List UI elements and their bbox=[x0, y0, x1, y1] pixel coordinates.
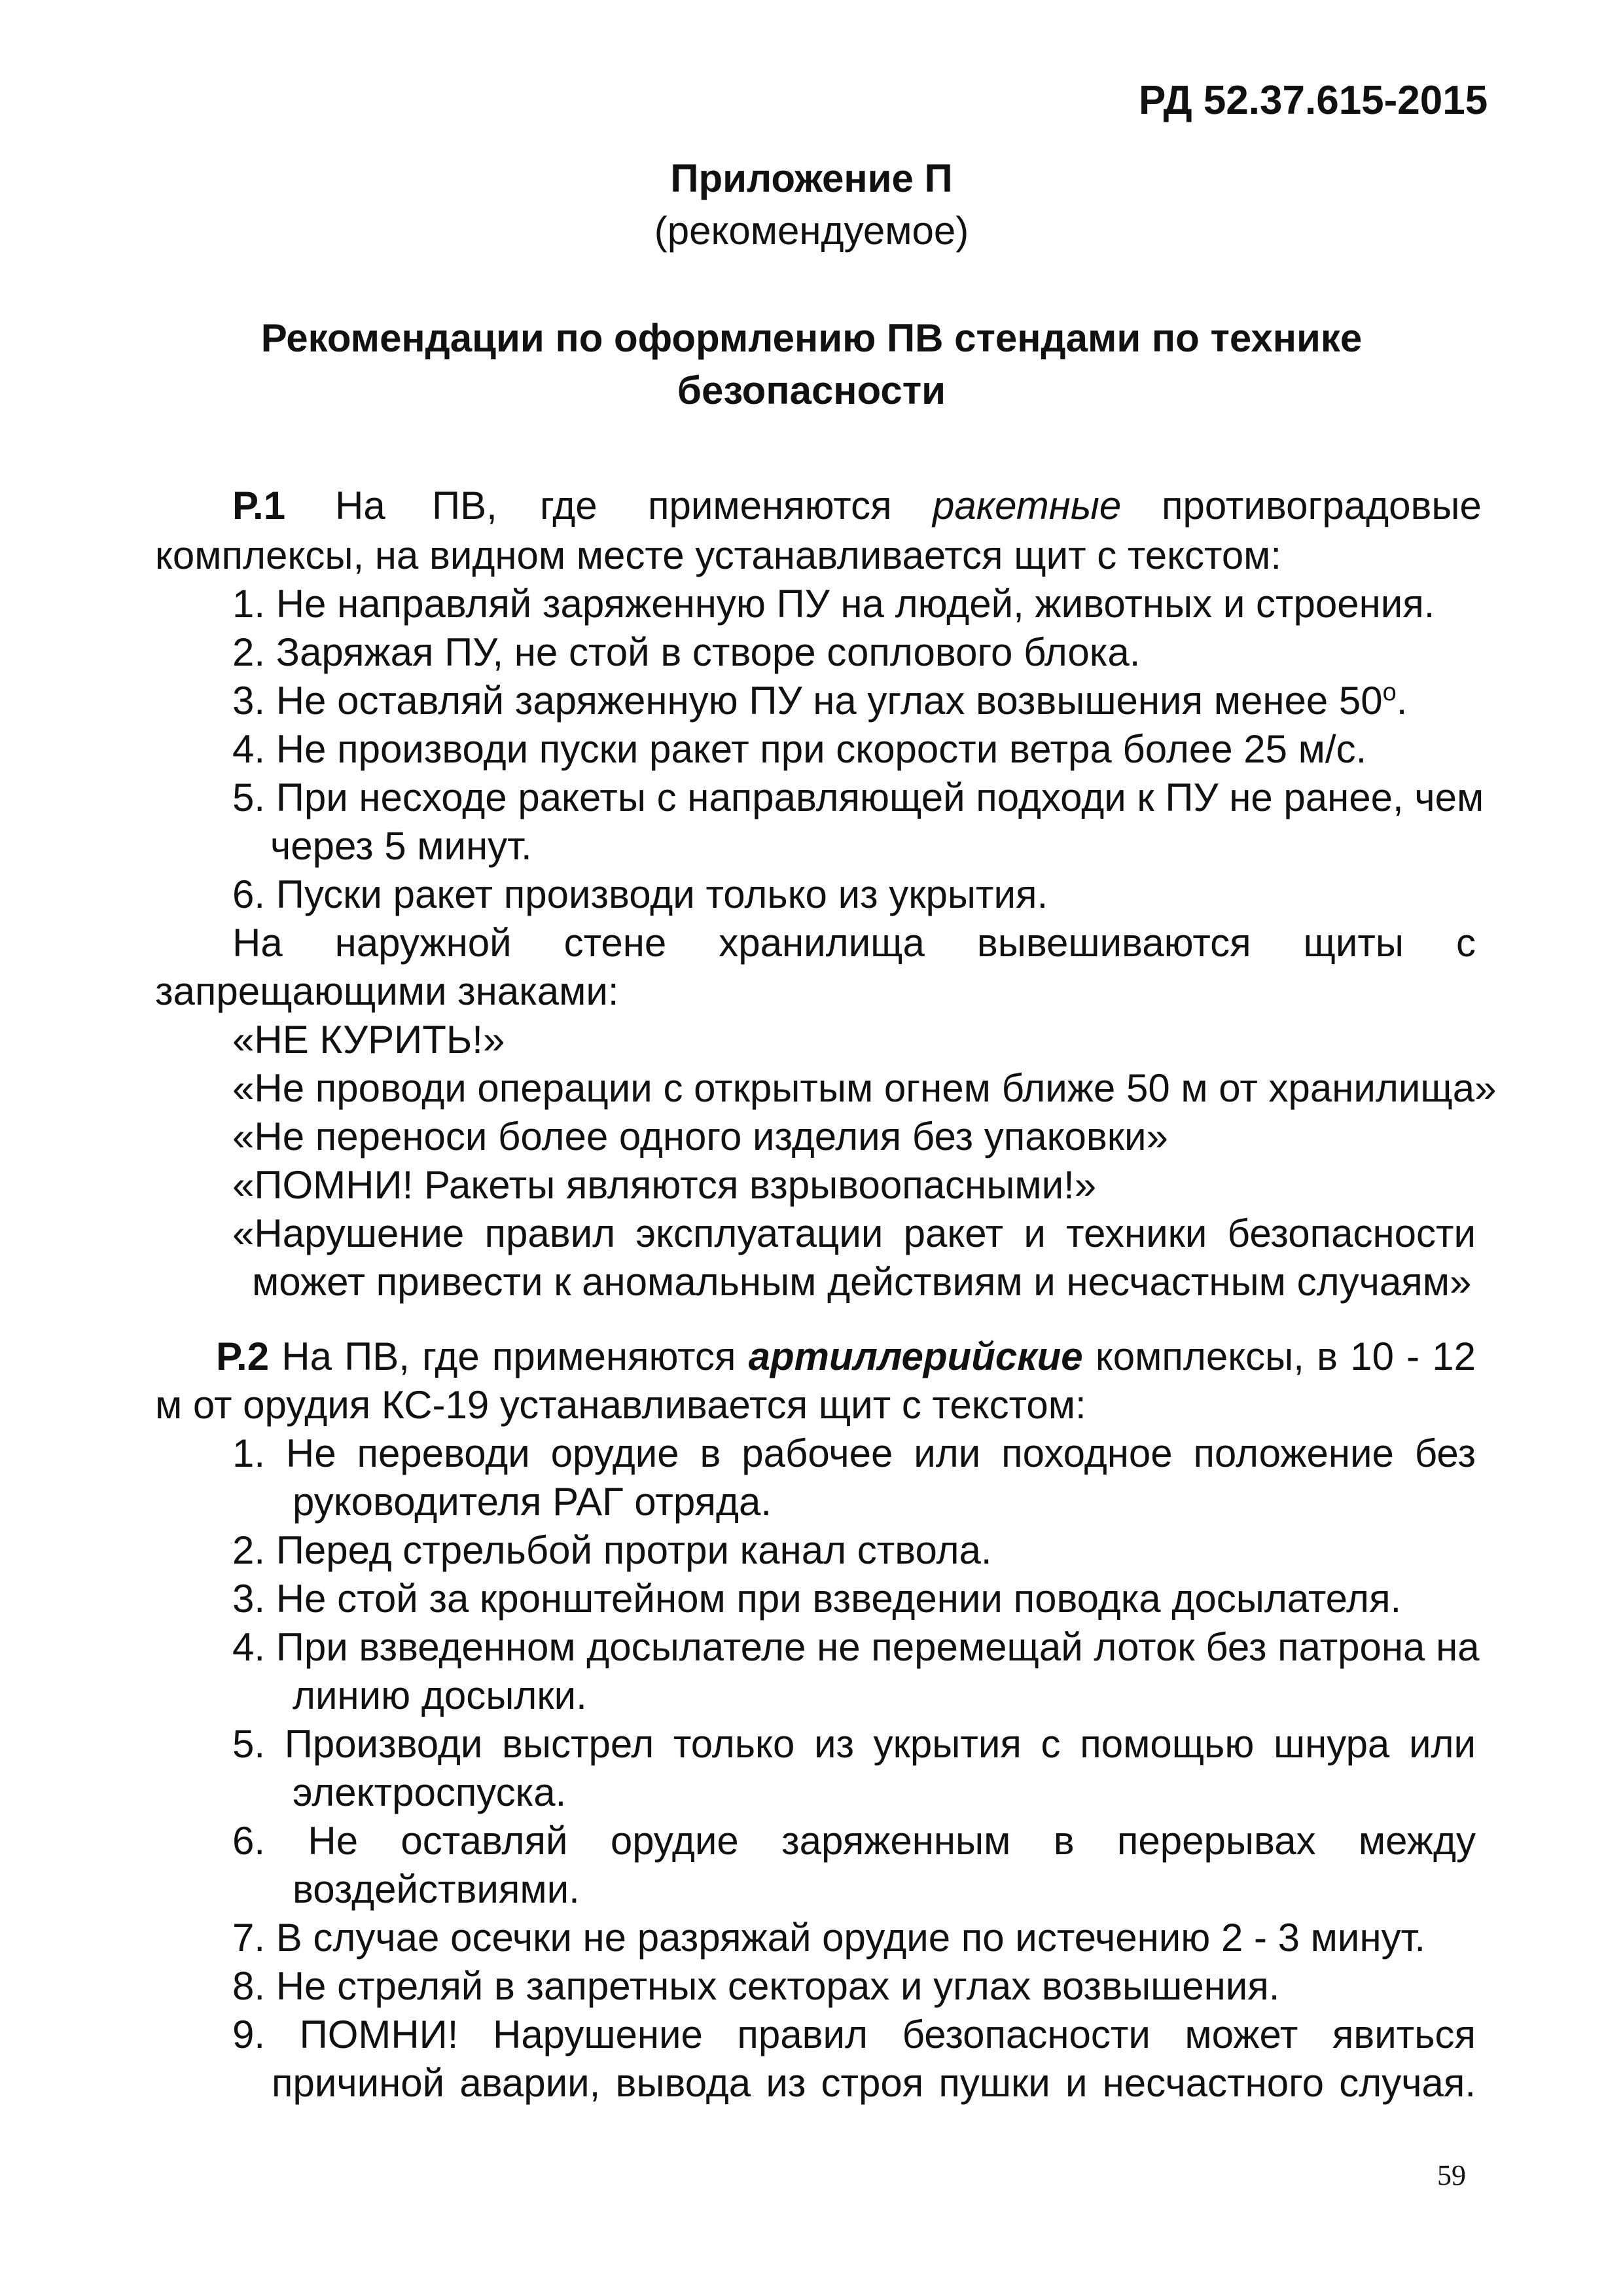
sign-text: «НЕ КУРИТЬ!» bbox=[232, 1018, 505, 1062]
sign-text-cont: может привести к аномальным действиям и несчастным случаям» bbox=[252, 1260, 1472, 1304]
sign-text: «Не переноси более одного изделия без упаковки» bbox=[232, 1115, 1168, 1158]
p1-word: применяются bbox=[648, 484, 892, 528]
p1-list-item: 5. При несходе ракеты с направляющей подходи к ПУ не ранее, чем bbox=[232, 776, 1484, 819]
p2-list-item: 3. Не стой за кронштейном при взведении поводка досылателя. bbox=[232, 1577, 1402, 1621]
p1-list-item: 1. Не направляй заряженную ПУ на людей, животных и строения. bbox=[232, 582, 1435, 626]
p1-storage-line-1: На наружной стене хранилища вывешиваются щиты с bbox=[232, 921, 1476, 965]
sign-text: «ПОМНИ! Ракеты являются взрывоопасными!» bbox=[232, 1163, 1097, 1207]
p1-list-item: 4. Не производи пуски ракет при скорости ветра более 25 м/с. bbox=[232, 727, 1367, 771]
p2-continuation: м от орудия КС-19 устанавливается щит с текстом: bbox=[155, 1383, 1086, 1427]
p1-list-item-cont: через 5 минут. bbox=[270, 824, 532, 868]
p1-list-item-text: 3. Не оставляй заряженную ПУ на углах возвышения менее 50 bbox=[232, 679, 1383, 723]
p2-list-item: 1. Не переводи орудие в рабочее или походное положение без bbox=[232, 1431, 1476, 1475]
p1-word: На bbox=[335, 484, 385, 528]
p2-list-item-cont: воздействиями. bbox=[293, 1867, 580, 1911]
section-heading-line-2: безопасности bbox=[677, 368, 946, 412]
p1-word: где bbox=[540, 484, 597, 528]
p2-text: На ПВ, где применяются bbox=[269, 1335, 749, 1378]
p1-list-item-end: . bbox=[1396, 679, 1408, 723]
p1-list-item: 6. Пуски ракет производи только из укрытия. bbox=[232, 872, 1048, 916]
appendix-subtitle: (рекомендуемое) bbox=[654, 209, 969, 253]
p2-emphasis: артиллерийские bbox=[748, 1335, 1083, 1378]
appendix-title: Приложение П bbox=[670, 156, 953, 200]
sign-text: «Нарушение правил эксплуатации ракет и техники безопасности bbox=[232, 1211, 1476, 1255]
p2-label: Р.2 bbox=[216, 1335, 270, 1378]
p1-storage-line-2: запрещающими знаками: bbox=[155, 969, 619, 1013]
p1-label: Р.1 bbox=[232, 484, 286, 528]
p2-list-item: 9. ПОМНИ! Нарушение правил безопасности может явиться bbox=[232, 2013, 1476, 2056]
p2-list-item-cont: электроспуска. bbox=[293, 1770, 567, 1814]
p2-first-line bbox=[216, 1333, 1476, 1381]
p2-list-item-cont: линию досылки. bbox=[293, 1674, 587, 1717]
p2-list-item: 6. Не оставляй орудие заряженным в перерывах между bbox=[232, 1819, 1476, 1863]
p1-list-item: 2. Заряжая ПУ, не стой в створе соплового блока. bbox=[232, 630, 1141, 674]
p1-word: противоградовые bbox=[1162, 484, 1482, 528]
p2-list-item: 8. Не стреляй в запретных секторах и углах возвышения. bbox=[232, 1964, 1280, 2008]
p2-list-item: 5. Производи выстрел только из укрытия с помощью шнура или bbox=[232, 1722, 1476, 1766]
p2-list-item-cont: руководителя РАГ отряда. bbox=[293, 1480, 772, 1524]
p2-list-item: 4. При взведенном досылателе не перемещай лоток без патрона на bbox=[232, 1625, 1480, 1669]
p2-text: комплексы, в 10 - 12 bbox=[1082, 1335, 1476, 1378]
p1-continuation: комплексы, на видном месте устанавливается щит с текстом: bbox=[155, 533, 1282, 577]
p2-list-item: 2. Перед стрельбой протри канал ствола. bbox=[232, 1528, 992, 1572]
section-heading-line-1: Рекомендации по оформлению ПВ стендами по технике bbox=[260, 316, 1363, 360]
degree-sign: o bbox=[1382, 679, 1397, 706]
page-number: 59 bbox=[1437, 2159, 1466, 2191]
sign-text: «Не проводи операции с открытым огнем ближе 50 м от хранилища» bbox=[232, 1066, 1497, 1110]
p1-emphasis: ракетные bbox=[933, 484, 1122, 528]
p1-list-item-3 bbox=[232, 677, 1476, 725]
document-code: РД 52.37.615-2015 bbox=[1139, 78, 1488, 123]
p2-list-item: 7. В случае осечки не разряжай орудие по истечению 2 - 3 минут. bbox=[232, 1916, 1426, 1960]
p1-word: ПВ, bbox=[432, 484, 497, 528]
p2-list-item-cont: причиной аварии, вывода из строя пушки и несчастного случая. bbox=[272, 2061, 1476, 2105]
